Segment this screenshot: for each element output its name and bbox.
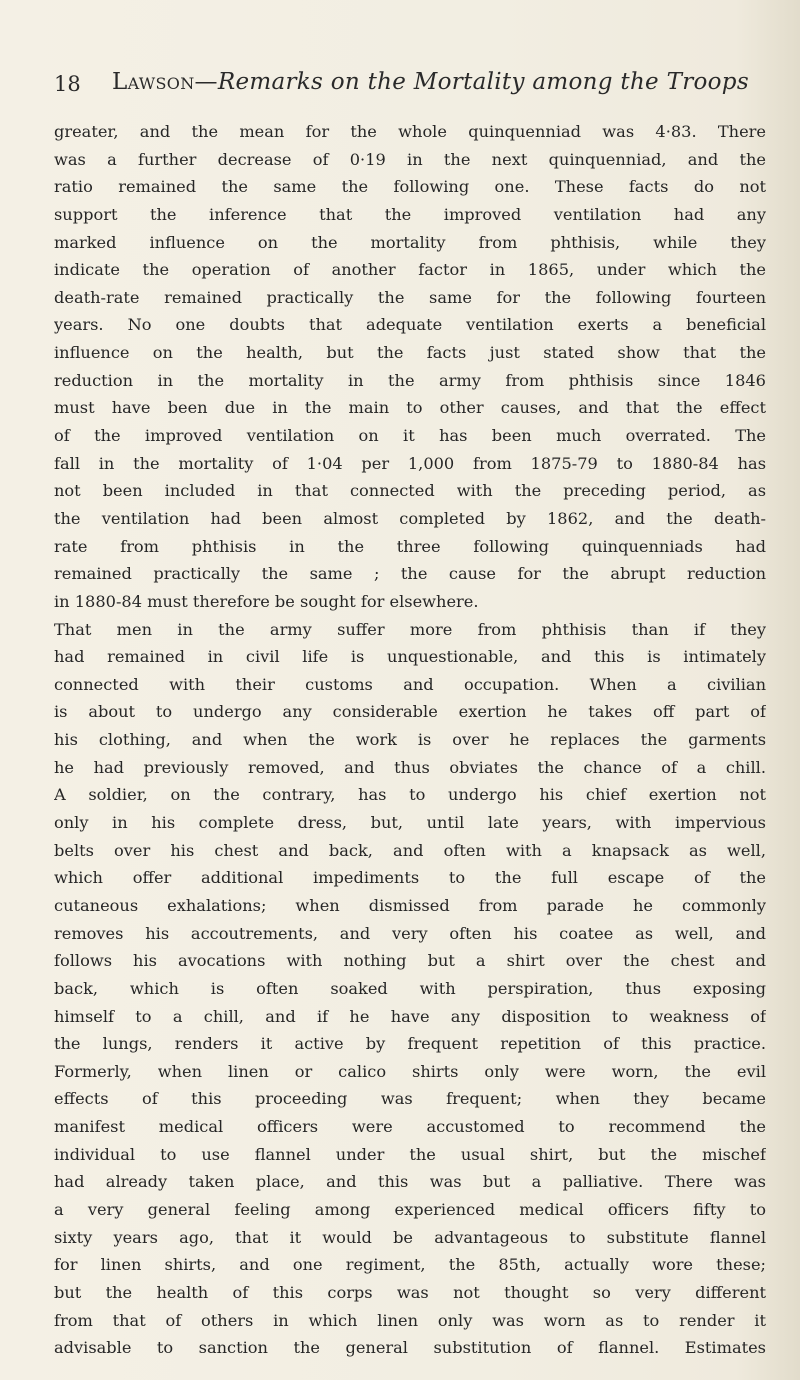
text-line: That men in the army suffer more from phthisis than if they xyxy=(54,619,766,639)
text-line: individual to use flannel under the usual shirt, but the mischef xyxy=(54,1144,766,1164)
text-line: A soldier, on the contrary, has to undergo his chief exertion not xyxy=(54,785,766,805)
text-line: a very general feeling among experienced medical officers fifty to xyxy=(54,1199,766,1219)
text-line: effects of this proceeding was frequent; when they became xyxy=(54,1089,766,1109)
running-head xyxy=(112,69,749,95)
text-line: connected with their customs and occupation. When a civilian xyxy=(54,674,766,694)
text-line: he had previously removed, and thus obviates the chance of a chill. xyxy=(54,757,766,777)
text-line: removes his accoutrements, and very often his coatee as well, and xyxy=(54,923,766,943)
text-line: cutaneous exhalations; when dismissed from parade he commonly xyxy=(54,895,766,915)
text-line: advisable to sanction the general substitution of flannel. Estimates xyxy=(54,1338,766,1358)
text-line: from that of others in which linen only was worn as to render it xyxy=(54,1310,766,1330)
text-line: the lungs, renders it active by frequent repetition of this practice. xyxy=(54,1034,766,1054)
text-line: but the health of this corps was not thought so very different xyxy=(54,1282,766,1302)
text-line: must have been due in the main to other causes, and that the effect xyxy=(54,398,766,418)
text-line: ratio remained the same the following one. These facts do not xyxy=(54,177,766,197)
text-line: marked influence on the mortality from phthisis, while they xyxy=(54,232,766,252)
text-line: sixty years ago, that it would be advantageous to substitute flannel xyxy=(54,1227,766,1247)
text-line: greater, and the mean for the whole quinquenniad was 4·83. There xyxy=(54,122,766,141)
body-text xyxy=(54,118,766,1362)
text-line: had remained in civil life is unquestionable, and this is intimately xyxy=(54,647,766,667)
text-line: belts over his chest and back, and often with a knapsack as well, xyxy=(54,840,766,860)
text-line: Formerly, when linen or calico shirts only were worn, the evil xyxy=(54,1061,766,1081)
text-line: is about to undergo any considerable exertion he takes off part of xyxy=(54,702,766,722)
text-line: the ventilation had been almost completed by 1862, and the death- xyxy=(54,508,766,528)
text-line: for linen shirts, and one regiment, the 85th, actually wore these; xyxy=(54,1255,766,1275)
text-line: rate from phthisis in the three following quinquenniads had xyxy=(54,536,766,556)
text-line: years. No one doubts that adequate ventilation exerts a beneficial xyxy=(54,315,766,335)
text-line: death-rate remained practically the same for the following fourteen xyxy=(54,287,766,307)
text-line: of the improved ventilation on it has been much overrated. The xyxy=(54,426,766,446)
text-line: indicate the operation of another factor in 1865, under which the xyxy=(54,260,766,280)
text-line: manifest medical officers were accustomed to recommend the xyxy=(54,1117,766,1137)
text-line: support the inference that the improved ventilation had any xyxy=(54,204,766,224)
text-line: his clothing, and when the work is over he replaces the garments xyxy=(54,730,766,750)
text-line: fall in the mortality of 1·04 per 1,000 from 1875-79 to 1880-84 has xyxy=(54,453,766,473)
text-line: which offer additional impediments to the full escape of the xyxy=(54,868,766,888)
text-line: back, which is often soaked with perspiration, thus exposing xyxy=(54,978,766,998)
text-line: not been included in that connected with the preceding period, as xyxy=(54,481,766,501)
text-line: influence on the health, but the facts just stated show that the xyxy=(54,343,766,363)
text-line: remained practically the same ; the cause for the abrupt reduction xyxy=(54,564,766,584)
running-head-separator: — xyxy=(194,69,218,95)
text-line: reduction in the mortality in the army from phthisis since 1846 xyxy=(54,370,766,390)
text-line: only in his complete dress, but, until late years, with impervious xyxy=(54,813,766,833)
text-line: in 1880-84 must therefore be sought for elsewhere. xyxy=(54,591,479,611)
page-number: 18 xyxy=(54,72,81,96)
text-line: was a further decrease of 0·19 in the next quinquenniad, and the xyxy=(54,149,766,169)
running-head-title: Remarks on the Mortality among the Troops xyxy=(217,69,749,95)
text-line: himself to a chill, and if he have any disposition to weakness of xyxy=(54,1006,766,1026)
running-head-author: Lawson xyxy=(112,69,195,95)
text-line: had already taken place, and this was but a palliative. There was xyxy=(54,1172,766,1192)
page-header xyxy=(54,62,754,102)
text-line: follows his avocations with nothing but a shirt over the chest and xyxy=(54,951,766,971)
